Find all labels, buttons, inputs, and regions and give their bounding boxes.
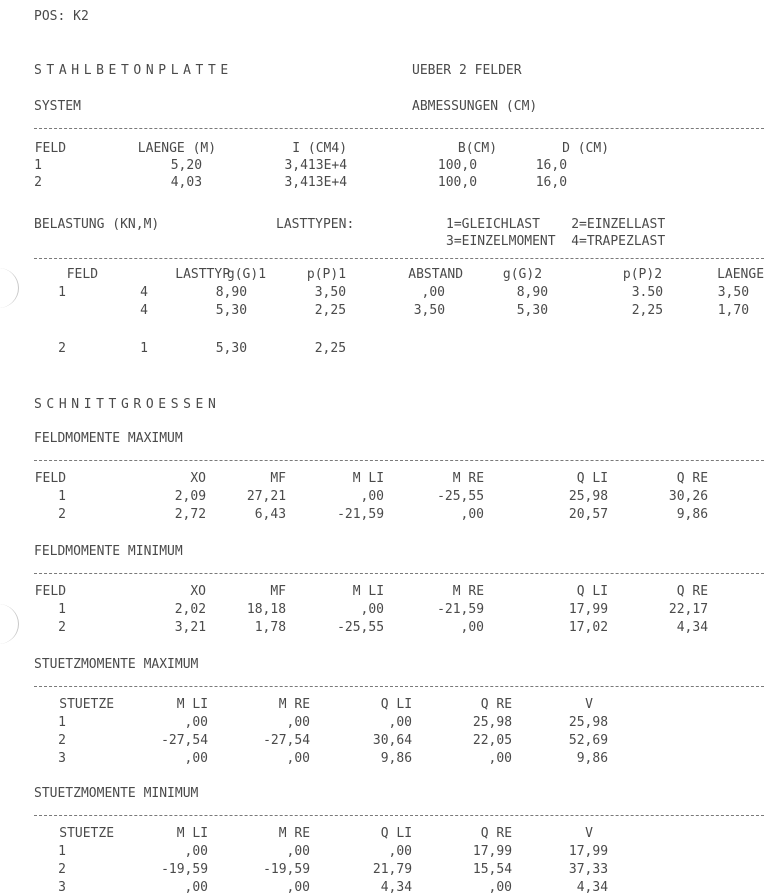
dashed-rule xyxy=(34,815,764,816)
stuetz-max-table-cell: 25,98 xyxy=(568,715,609,730)
title-spaced: STAHLBETONPLATTE xyxy=(34,63,233,78)
feld-min-table-header: FELD xyxy=(34,584,67,599)
loads-table-header: LAENGE xyxy=(717,267,765,282)
dashed-rule xyxy=(34,460,764,461)
feld-min-title: FELDMOMENTE MINIMUM xyxy=(34,544,183,559)
loads-table-cell: 1,70 xyxy=(717,303,750,318)
loads-table-cell: 2,25 xyxy=(631,303,664,318)
feld-max-table-header: M RE xyxy=(452,471,485,486)
stuetz-min-table-header: Q LI xyxy=(380,826,413,841)
title-rest: UEBER 2 FELDER xyxy=(412,63,522,78)
loads-table-cell: 5,30 xyxy=(215,341,248,356)
stuetz-min-title: STUETZMOMENTE MINIMUM xyxy=(34,786,199,801)
loads-table-cell: 2 xyxy=(58,341,66,356)
loads-table-cell: 2,25 xyxy=(314,303,347,318)
feld-max-table-header: FELD xyxy=(34,471,67,486)
stuetz-max-table-cell: 52,69 xyxy=(568,733,609,748)
loads-table-cell: 1 xyxy=(140,341,148,356)
stuetz-min-table-cell: ,00 xyxy=(388,844,413,859)
stuetz-max-title: STUETZMOMENTE MAXIMUM xyxy=(34,657,199,672)
loads-table-header: p(P)1 xyxy=(306,267,347,282)
dashed-rule xyxy=(34,573,764,574)
feld-max-table-cell: ,00 xyxy=(360,489,385,504)
stuetz-min-table-cell: -19,59 xyxy=(161,862,209,877)
feld-min-table-header: MF xyxy=(270,584,287,599)
stuetz-min-table-cell: ,00 xyxy=(286,880,311,895)
feld-min-table-cell: 1 xyxy=(58,602,66,617)
loads-table-header: LASTTYP xyxy=(175,267,231,282)
system-table-cell: 100,0 xyxy=(437,175,478,190)
dashed-rule xyxy=(34,258,764,259)
stuetz-min-table-cell: ,00 xyxy=(488,880,513,895)
loads-table-cell: 3,50 xyxy=(314,285,347,300)
feld-max-table-cell: 27,21 xyxy=(246,489,287,504)
loads-table-header: g(G)1 xyxy=(226,267,267,282)
feld-min-table-header: Q RE xyxy=(676,584,709,599)
stuetz-max-table-cell: ,00 xyxy=(184,715,209,730)
feld-max-table-header: XO xyxy=(190,471,207,486)
stuetz-min-table-cell: -19,59 xyxy=(263,862,311,877)
stuetz-max-table-cell: 1 xyxy=(58,715,66,730)
feld-max-title: FELDMOMENTE MAXIMUM xyxy=(34,431,183,446)
stuetz-min-table-cell: ,00 xyxy=(286,844,311,859)
loads-table-cell: 3.50 xyxy=(631,285,664,300)
punch-hole-mark xyxy=(0,604,19,644)
system-table-header: B(CM) xyxy=(457,141,498,156)
feld-min-table-cell: 18,18 xyxy=(246,602,287,617)
feld-min-table-header: Q LI xyxy=(576,584,609,599)
stuetz-min-table-cell: 21,79 xyxy=(372,862,413,877)
loads-table-cell: 5,30 xyxy=(516,303,549,318)
abmessungen-label: ABMESSUNGEN (CM) xyxy=(412,99,538,114)
feld-max-table-cell: 30,26 xyxy=(668,489,709,504)
feld-min-table-cell: 2 xyxy=(58,620,66,635)
loads-table-header: ABSTAND xyxy=(408,267,464,282)
feld-max-table-cell: 2,09 xyxy=(174,489,207,504)
stuetz-min-table-cell: 4,34 xyxy=(576,880,609,895)
stuetz-max-table-header: Q LI xyxy=(380,697,413,712)
stuetz-max-table-cell: 25,98 xyxy=(472,715,513,730)
loads-table-cell: 5,30 xyxy=(215,303,248,318)
feld-min-table-cell: 3,21 xyxy=(174,620,207,635)
feld-max-table-cell: 2 xyxy=(58,507,66,522)
stuetz-min-table-header: M RE xyxy=(278,826,311,841)
stuetz-min-table-cell: ,00 xyxy=(184,844,209,859)
feld-max-table-header: Q RE xyxy=(676,471,709,486)
loads-table-cell: 1 xyxy=(58,285,66,300)
stuetz-min-table-cell: ,00 xyxy=(184,880,209,895)
stuetz-max-table-header: Q RE xyxy=(480,697,513,712)
system-table-header: I (CM4) xyxy=(292,141,348,156)
feld-max-table-cell: -25,55 xyxy=(437,489,485,504)
stuetz-max-table-header: M RE xyxy=(278,697,311,712)
system-table-cell: 16,0 xyxy=(535,158,568,173)
stuetz-max-table-cell: ,00 xyxy=(184,751,209,766)
feld-min-table-cell: 17,99 xyxy=(568,602,609,617)
system-label: SYSTEM xyxy=(34,99,81,114)
system-table-cell: 5,20 xyxy=(170,158,203,173)
stuetz-min-table-cell: 17,99 xyxy=(568,844,609,859)
feld-min-table-cell: 2,02 xyxy=(174,602,207,617)
feld-min-table-cell: ,00 xyxy=(360,602,385,617)
position-label: POS: K2 xyxy=(34,9,89,24)
system-table-cell: 4,03 xyxy=(170,175,203,190)
stuetz-max-table-cell: ,00 xyxy=(488,751,513,766)
feld-max-table-header: Q LI xyxy=(576,471,609,486)
system-table-cell: 1 xyxy=(34,158,42,173)
system-table-header: FELD xyxy=(34,141,67,156)
feld-max-table-cell: 2,72 xyxy=(174,507,207,522)
loads-table-cell: 8,90 xyxy=(215,285,248,300)
stuetz-min-table-header: STUETZE xyxy=(59,826,115,841)
stuetz-max-table-cell: 22,05 xyxy=(472,733,513,748)
feld-max-table-cell: 25,98 xyxy=(568,489,609,504)
loads-table-cell: 4 xyxy=(140,285,148,300)
stuetz-min-table-header: V xyxy=(585,826,593,841)
stuetz-min-table-cell: 4,34 xyxy=(380,880,413,895)
feld-max-table-cell: 6,43 xyxy=(254,507,287,522)
dashed-rule xyxy=(34,128,764,129)
stuetz-max-table-cell: ,00 xyxy=(388,715,413,730)
stuetz-max-table-cell: 30,64 xyxy=(372,733,413,748)
loads-table-cell: 2,25 xyxy=(314,341,347,356)
loads-table-cell: 3,50 xyxy=(717,285,750,300)
stuetz-min-table-cell: 37,33 xyxy=(568,862,609,877)
stuetz-min-table-header: M LI xyxy=(176,826,209,841)
loads-table-cell: ,00 xyxy=(421,285,446,300)
stuetz-min-table-cell: 3 xyxy=(58,880,66,895)
stuetz-min-table-cell: 2 xyxy=(58,862,66,877)
feld-min-table-cell: 1,78 xyxy=(254,620,287,635)
stuetz-max-table-header: V xyxy=(585,697,593,712)
stuetz-max-table-cell: 3 xyxy=(58,751,66,766)
stuetz-max-table-cell: 9,86 xyxy=(380,751,413,766)
feld-min-table-cell: 17,02 xyxy=(568,620,609,635)
dashed-rule xyxy=(34,686,764,687)
lasttypen-line-1: 1=GLEICHLAST 2=EINZELLAST xyxy=(446,217,666,232)
system-table-header: LAENGE (M) xyxy=(137,141,217,156)
loads-table-header: FELD xyxy=(66,267,99,282)
stuetz-max-table-cell: 2 xyxy=(58,733,66,748)
stuetz-min-table-header: Q RE xyxy=(480,826,513,841)
stuetz-min-table-cell: 15,54 xyxy=(472,862,513,877)
stuetz-max-table-header: STUETZE xyxy=(59,697,115,712)
loads-table-cell: 4 xyxy=(140,303,148,318)
feld-min-table-cell: 22,17 xyxy=(668,602,709,617)
stuetz-max-table-cell: ,00 xyxy=(286,715,311,730)
feld-max-table-header: MF xyxy=(270,471,287,486)
feld-min-table-header: M LI xyxy=(352,584,385,599)
feld-max-table-header: M LI xyxy=(352,471,385,486)
stuetz-min-table-cell: 1 xyxy=(58,844,66,859)
stuetz-max-table-cell: -27,54 xyxy=(161,733,209,748)
lasttypen-line-2: 3=EINZELMOMENT 4=TRAPEZLAST xyxy=(446,234,666,249)
stuetz-max-table-header: M LI xyxy=(176,697,209,712)
loads-table-cell: 8,90 xyxy=(516,285,549,300)
system-table-header: D (CM) xyxy=(562,141,610,156)
loads-table-header: g(G)2 xyxy=(502,267,543,282)
stuetz-min-table-cell: 17,99 xyxy=(472,844,513,859)
feld-min-table-cell: 4,34 xyxy=(676,620,709,635)
lasttypen-label: LASTTYPEN: xyxy=(276,217,355,232)
feld-max-table-cell: 1 xyxy=(58,489,66,504)
punch-hole-mark xyxy=(0,268,19,308)
feld-max-table-cell: ,00 xyxy=(460,507,485,522)
loads-table-header: p(P)2 xyxy=(622,267,663,282)
loads-table-cell: 3,50 xyxy=(413,303,446,318)
stuetz-max-table-cell: 9,86 xyxy=(576,751,609,766)
stuetz-max-table-cell: ,00 xyxy=(286,751,311,766)
belastung-label: BELASTUNG (KN,M) xyxy=(34,217,160,232)
system-table-cell: 2 xyxy=(34,175,42,190)
feld-max-table-cell: 20,57 xyxy=(568,507,609,522)
feld-max-table-cell: -21,59 xyxy=(337,507,385,522)
feld-max-table-cell: 9,86 xyxy=(676,507,709,522)
feld-min-table-cell: -25,55 xyxy=(337,620,385,635)
system-table-cell: 16,0 xyxy=(535,175,568,190)
feld-min-table-header: XO xyxy=(190,584,207,599)
section-title-schnittgroessen: SCHNITTGROESSEN xyxy=(34,397,221,412)
system-table-cell: 100,0 xyxy=(437,158,478,173)
feld-min-table-cell: ,00 xyxy=(460,620,485,635)
feld-min-table-cell: -21,59 xyxy=(437,602,485,617)
stuetz-max-table-cell: -27,54 xyxy=(263,733,311,748)
feld-min-table-header: M RE xyxy=(452,584,485,599)
system-table-cell: 3,413E+4 xyxy=(284,175,348,190)
system-table-cell: 3,413E+4 xyxy=(284,158,348,173)
